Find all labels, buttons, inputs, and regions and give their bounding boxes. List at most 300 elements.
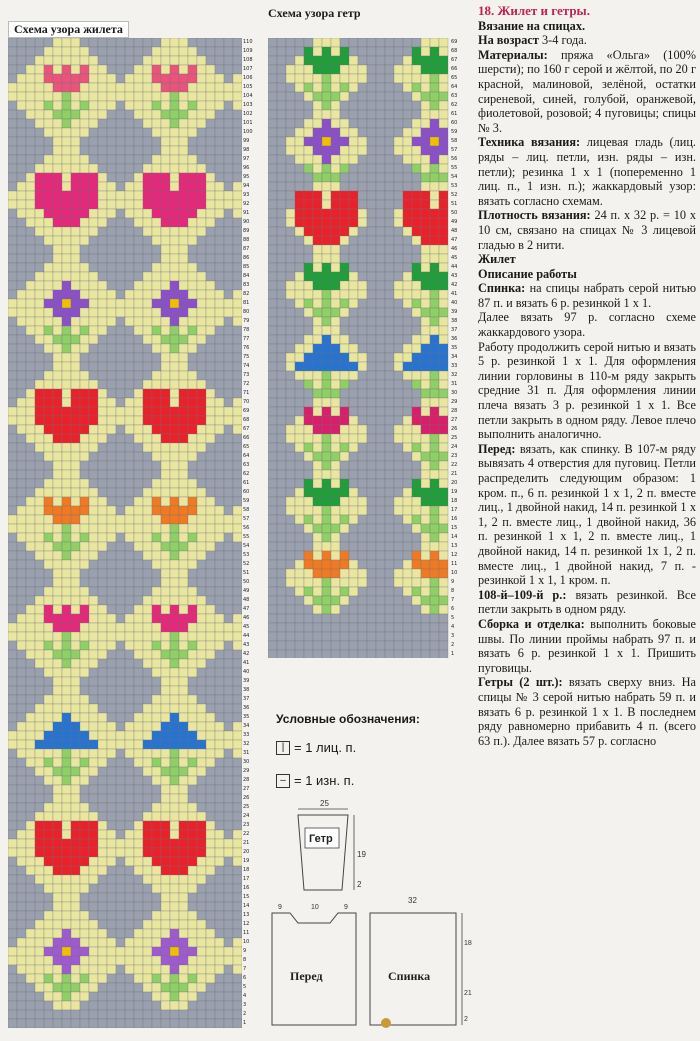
chart-cell — [430, 443, 439, 452]
chart-cell — [349, 272, 358, 281]
chart-cell — [295, 227, 304, 236]
chart-cell — [107, 794, 116, 803]
chart-cell — [53, 110, 62, 119]
chart-cell — [62, 317, 71, 326]
chart-cell — [71, 254, 80, 263]
row-number: 35 — [243, 714, 250, 720]
row-number: 29 — [451, 399, 458, 405]
chart-cell — [8, 605, 17, 614]
chart-cell — [439, 632, 448, 641]
chart-cell — [394, 488, 403, 497]
chart-cell — [277, 479, 286, 488]
chart-cell — [89, 587, 98, 596]
chart-cell — [268, 119, 277, 128]
chart-cell — [17, 407, 26, 416]
chart-cell — [430, 425, 439, 434]
chart-cell — [134, 182, 143, 191]
chart-cell — [8, 884, 17, 893]
chart-cell — [26, 299, 35, 308]
chart-cell — [376, 641, 385, 650]
chart-cell — [89, 101, 98, 110]
chart-cell — [430, 506, 439, 515]
chart-cell — [197, 983, 206, 992]
chart-cell — [188, 560, 197, 569]
chart-cell — [340, 155, 349, 164]
chart-cell — [412, 578, 421, 587]
chart-cell — [349, 308, 358, 317]
chart-cell — [322, 353, 331, 362]
chart-cell — [98, 929, 107, 938]
chart-cell — [179, 128, 188, 137]
chart-cell — [152, 74, 161, 83]
chart-cell — [44, 308, 53, 317]
chart-cell — [394, 578, 403, 587]
chart-cell — [233, 326, 242, 335]
chart-cell — [98, 884, 107, 893]
chart-cell — [349, 380, 358, 389]
chart-cell — [206, 983, 215, 992]
chart-cell — [152, 515, 161, 524]
chart-cell — [304, 182, 313, 191]
chart-cell — [403, 101, 412, 110]
chart-cell — [394, 317, 403, 326]
chart-cell — [170, 839, 179, 848]
chart-cell — [80, 722, 89, 731]
chart-cell — [322, 560, 331, 569]
chart-cell — [358, 461, 367, 470]
chart-cell — [233, 461, 242, 470]
chart-cell — [44, 587, 53, 596]
chart-cell — [116, 146, 125, 155]
chart-cell — [313, 371, 322, 380]
chart-cell — [53, 812, 62, 821]
chart-cell — [8, 596, 17, 605]
chart-cell — [62, 947, 71, 956]
chart-cell — [412, 83, 421, 92]
chart-cell — [26, 128, 35, 137]
chart-cell — [403, 209, 412, 218]
chart-cell — [116, 569, 125, 578]
chart-cell — [331, 119, 340, 128]
chart-cell — [152, 110, 161, 119]
chart-cell — [206, 371, 215, 380]
chart-cell — [26, 668, 35, 677]
row-number: 63 — [243, 462, 250, 468]
chart-cell — [8, 533, 17, 542]
chart-cell — [143, 101, 152, 110]
chart-cell — [224, 119, 233, 128]
chart-cell — [188, 398, 197, 407]
chart-cell — [107, 659, 116, 668]
chart-cell — [170, 218, 179, 227]
chart-cell — [116, 56, 125, 65]
chart-cell — [322, 137, 331, 146]
chart-cell — [233, 605, 242, 614]
chart-cell — [80, 749, 89, 758]
chart-cell — [412, 407, 421, 416]
chart-cell — [277, 191, 286, 200]
legend-item-label: = 1 лиц. п. — [294, 740, 357, 755]
chart-cell — [71, 704, 80, 713]
chart-cell — [152, 812, 161, 821]
chart-cell — [80, 839, 89, 848]
chart-cell — [125, 452, 134, 461]
chart-cell — [62, 227, 71, 236]
chart-cell — [134, 776, 143, 785]
chart-cell — [197, 659, 206, 668]
chart-cell — [206, 713, 215, 722]
chart-cell — [80, 857, 89, 866]
chart-cell — [412, 380, 421, 389]
chart-cell — [125, 794, 134, 803]
chart-cell — [367, 452, 376, 461]
chart-cell — [62, 974, 71, 983]
chart-cell — [26, 389, 35, 398]
chart-cell — [44, 92, 53, 101]
chart-cell — [53, 506, 62, 515]
chart-cell — [349, 101, 358, 110]
chart-cell — [206, 263, 215, 272]
chart-cell — [161, 236, 170, 245]
chart-cell — [53, 398, 62, 407]
chart-cell — [367, 227, 376, 236]
chart-cell — [179, 47, 188, 56]
chart-cell — [313, 155, 322, 164]
chart-cell — [179, 569, 188, 578]
chart-cell — [62, 362, 71, 371]
chart-cell — [116, 506, 125, 515]
chart-cell — [340, 542, 349, 551]
chart-cell — [206, 380, 215, 389]
chart-cell — [412, 173, 421, 182]
chart-cell — [385, 335, 394, 344]
chart-cell — [125, 911, 134, 920]
chart-cell — [116, 434, 125, 443]
chart-cell — [394, 137, 403, 146]
chart-cell — [340, 641, 349, 650]
chart-cell — [116, 119, 125, 128]
chart-cell — [134, 227, 143, 236]
chart-cell — [44, 173, 53, 182]
chart-cell — [385, 344, 394, 353]
chart-cell — [376, 191, 385, 200]
chart-cell — [206, 434, 215, 443]
chart-cell — [17, 938, 26, 947]
chart-cell — [331, 335, 340, 344]
chart-cell — [197, 965, 206, 974]
chart-cell — [26, 551, 35, 560]
chart-cell — [268, 623, 277, 632]
chart-cell — [35, 704, 44, 713]
chart-cell — [349, 641, 358, 650]
chart-cell — [358, 407, 367, 416]
chart-cell — [268, 38, 277, 47]
chart-cell — [322, 74, 331, 83]
chart-cell — [439, 281, 448, 290]
chart-cell — [313, 353, 322, 362]
chart-cell — [439, 155, 448, 164]
chart-cell — [26, 866, 35, 875]
chart-cell — [385, 434, 394, 443]
chart-cell — [277, 128, 286, 137]
chart-cell — [277, 389, 286, 398]
chart-cell — [116, 875, 125, 884]
chart-cell — [286, 479, 295, 488]
chart-cell — [116, 812, 125, 821]
chart-cell — [376, 56, 385, 65]
chart-cell — [62, 173, 71, 182]
chart-cell — [322, 236, 331, 245]
chart-cell — [215, 470, 224, 479]
chart-cell — [98, 983, 107, 992]
chart-cell — [313, 308, 322, 317]
chart-cell — [286, 641, 295, 650]
chart-cell — [206, 911, 215, 920]
chart-cell — [98, 236, 107, 245]
row-number: 4 — [243, 993, 247, 999]
chart-cell — [349, 578, 358, 587]
chart-cell — [152, 839, 161, 848]
chart-cell — [295, 452, 304, 461]
chart-cell — [170, 263, 179, 272]
chart-cell — [80, 398, 89, 407]
chart-cell — [197, 893, 206, 902]
chart-cell — [125, 848, 134, 857]
chart-cell — [179, 479, 188, 488]
chart-cell — [295, 218, 304, 227]
chart-cell — [125, 740, 134, 749]
chart-cell — [286, 326, 295, 335]
chart-cell — [98, 821, 107, 830]
chart-cell — [17, 362, 26, 371]
chart-cell — [358, 263, 367, 272]
chart-cell — [188, 569, 197, 578]
chart-cell — [89, 218, 98, 227]
chart-cell — [430, 650, 439, 658]
chart-cell — [53, 74, 62, 83]
chart-cell — [439, 641, 448, 650]
chart-cell — [71, 236, 80, 245]
chart-cell — [224, 668, 233, 677]
chart-cell — [80, 236, 89, 245]
chart-cell — [295, 542, 304, 551]
chart-cell — [98, 623, 107, 632]
chart-cell — [206, 1019, 215, 1028]
chart-cell — [403, 308, 412, 317]
chart-cell — [116, 524, 125, 533]
chart-cell — [107, 956, 116, 965]
chart-cell — [268, 173, 277, 182]
chart-cell — [89, 362, 98, 371]
chart-cell — [152, 848, 161, 857]
chart-cell — [268, 308, 277, 317]
chart-cell — [179, 119, 188, 128]
chart-cell — [367, 569, 376, 578]
chart-cell — [44, 785, 53, 794]
chart-cell — [134, 794, 143, 803]
chart-cell — [62, 731, 71, 740]
chart-cell — [412, 56, 421, 65]
chart-cell — [125, 1010, 134, 1019]
chart-cell — [17, 551, 26, 560]
chart-cell — [71, 803, 80, 812]
chart-cell — [331, 425, 340, 434]
chart-cell — [89, 344, 98, 353]
chart-cell — [107, 317, 116, 326]
chart-cell — [62, 209, 71, 218]
chart-cell — [161, 182, 170, 191]
chart-cell — [161, 974, 170, 983]
chart-cell — [403, 389, 412, 398]
chart-cell — [197, 731, 206, 740]
chart-cell — [116, 641, 125, 650]
chart-cell — [179, 938, 188, 947]
chart-cell — [62, 965, 71, 974]
chart-cell — [80, 218, 89, 227]
chart-cell — [358, 119, 367, 128]
chart-cell — [439, 434, 448, 443]
chart-cell — [26, 317, 35, 326]
chart-cell — [143, 146, 152, 155]
chart-cell — [322, 101, 331, 110]
chart-cell — [367, 398, 376, 407]
chart-cell — [179, 416, 188, 425]
chart-cell — [322, 218, 331, 227]
chart-cell — [376, 254, 385, 263]
chart-cell — [430, 245, 439, 254]
chart-cell — [71, 695, 80, 704]
chart-cell — [412, 416, 421, 425]
chart-cell — [134, 659, 143, 668]
chart-cell — [53, 236, 62, 245]
chart-cell — [8, 677, 17, 686]
chart-cell — [152, 938, 161, 947]
chart-cell — [331, 560, 340, 569]
chart-cell — [313, 326, 322, 335]
chart-cell — [206, 56, 215, 65]
density-text: 24 п. x 32 р. = 10 x 10 см, связано на спицах № 3 лицевой гладью в 2 нити. — [478, 208, 696, 252]
chart-cell — [331, 227, 340, 236]
chart-cell — [412, 344, 421, 353]
chart-cell — [233, 551, 242, 560]
chart-cell — [188, 92, 197, 101]
chart-cell — [71, 344, 80, 353]
chart-cell — [125, 245, 134, 254]
chart-cell — [53, 56, 62, 65]
chart-cell — [286, 389, 295, 398]
chart-cell — [62, 434, 71, 443]
chart-cell — [26, 425, 35, 434]
chart-cell — [107, 596, 116, 605]
chart-cell — [367, 326, 376, 335]
chart-cell — [62, 875, 71, 884]
chart-cell — [125, 524, 134, 533]
chart-cell — [143, 92, 152, 101]
chart-cell — [98, 650, 107, 659]
chart-cell — [80, 1001, 89, 1010]
chart-cell — [394, 83, 403, 92]
chart-cell — [367, 353, 376, 362]
chart-cell — [385, 263, 394, 272]
chart-cell — [188, 776, 197, 785]
chart-cell — [71, 119, 80, 128]
chart-cell — [170, 578, 179, 587]
chart-cell — [322, 506, 331, 515]
chart-cell — [295, 263, 304, 272]
chart-cell — [26, 686, 35, 695]
chart-cell — [268, 461, 277, 470]
chart-cell — [224, 983, 233, 992]
chart-cell — [322, 92, 331, 101]
chart-cell — [304, 560, 313, 569]
chart-cell — [80, 47, 89, 56]
chart-cell — [71, 587, 80, 596]
chart-cell — [26, 452, 35, 461]
chart-cell — [98, 785, 107, 794]
chart-cell — [116, 371, 125, 380]
chart-cell — [215, 875, 224, 884]
chart-cell — [233, 560, 242, 569]
chart-cell — [134, 569, 143, 578]
chart-cell — [206, 155, 215, 164]
chart-cell — [412, 119, 421, 128]
chart-cell — [206, 92, 215, 101]
chart-cell — [152, 749, 161, 758]
chart-cell — [430, 479, 439, 488]
chart-cell — [71, 326, 80, 335]
chart-cell — [35, 830, 44, 839]
chart-cell — [322, 614, 331, 623]
chart-cell — [313, 299, 322, 308]
chart-cell — [143, 488, 152, 497]
chart-cell — [268, 353, 277, 362]
chart-cell — [224, 470, 233, 479]
chart-cell — [107, 470, 116, 479]
chart-cell — [188, 155, 197, 164]
chart-cell — [62, 83, 71, 92]
chart-cell — [107, 1019, 116, 1028]
chart-cell — [89, 1019, 98, 1028]
chart-cell — [403, 353, 412, 362]
chart-cell — [98, 488, 107, 497]
chart-cell — [197, 524, 206, 533]
chart-cell — [349, 542, 358, 551]
chart-cell — [188, 119, 197, 128]
chart-cell — [161, 173, 170, 182]
chart-cell — [224, 659, 233, 668]
chart-cell — [304, 515, 313, 524]
chart-cell — [277, 92, 286, 101]
chart-cell — [412, 470, 421, 479]
chart-cell — [107, 920, 116, 929]
chart-cell — [71, 380, 80, 389]
chart-cell — [304, 191, 313, 200]
chart-cell — [143, 1019, 152, 1028]
chart-cell — [403, 434, 412, 443]
chart-cell — [304, 434, 313, 443]
chart-cell — [17, 623, 26, 632]
chart-cell — [152, 452, 161, 461]
chart-cell — [116, 479, 125, 488]
row-number: 48 — [451, 228, 458, 234]
chart-cell — [125, 569, 134, 578]
chart-cell — [35, 506, 44, 515]
chart-cell — [62, 371, 71, 380]
chart-cell — [152, 713, 161, 722]
chart-cell — [179, 587, 188, 596]
chart-cell — [161, 560, 170, 569]
chart-cell — [35, 857, 44, 866]
